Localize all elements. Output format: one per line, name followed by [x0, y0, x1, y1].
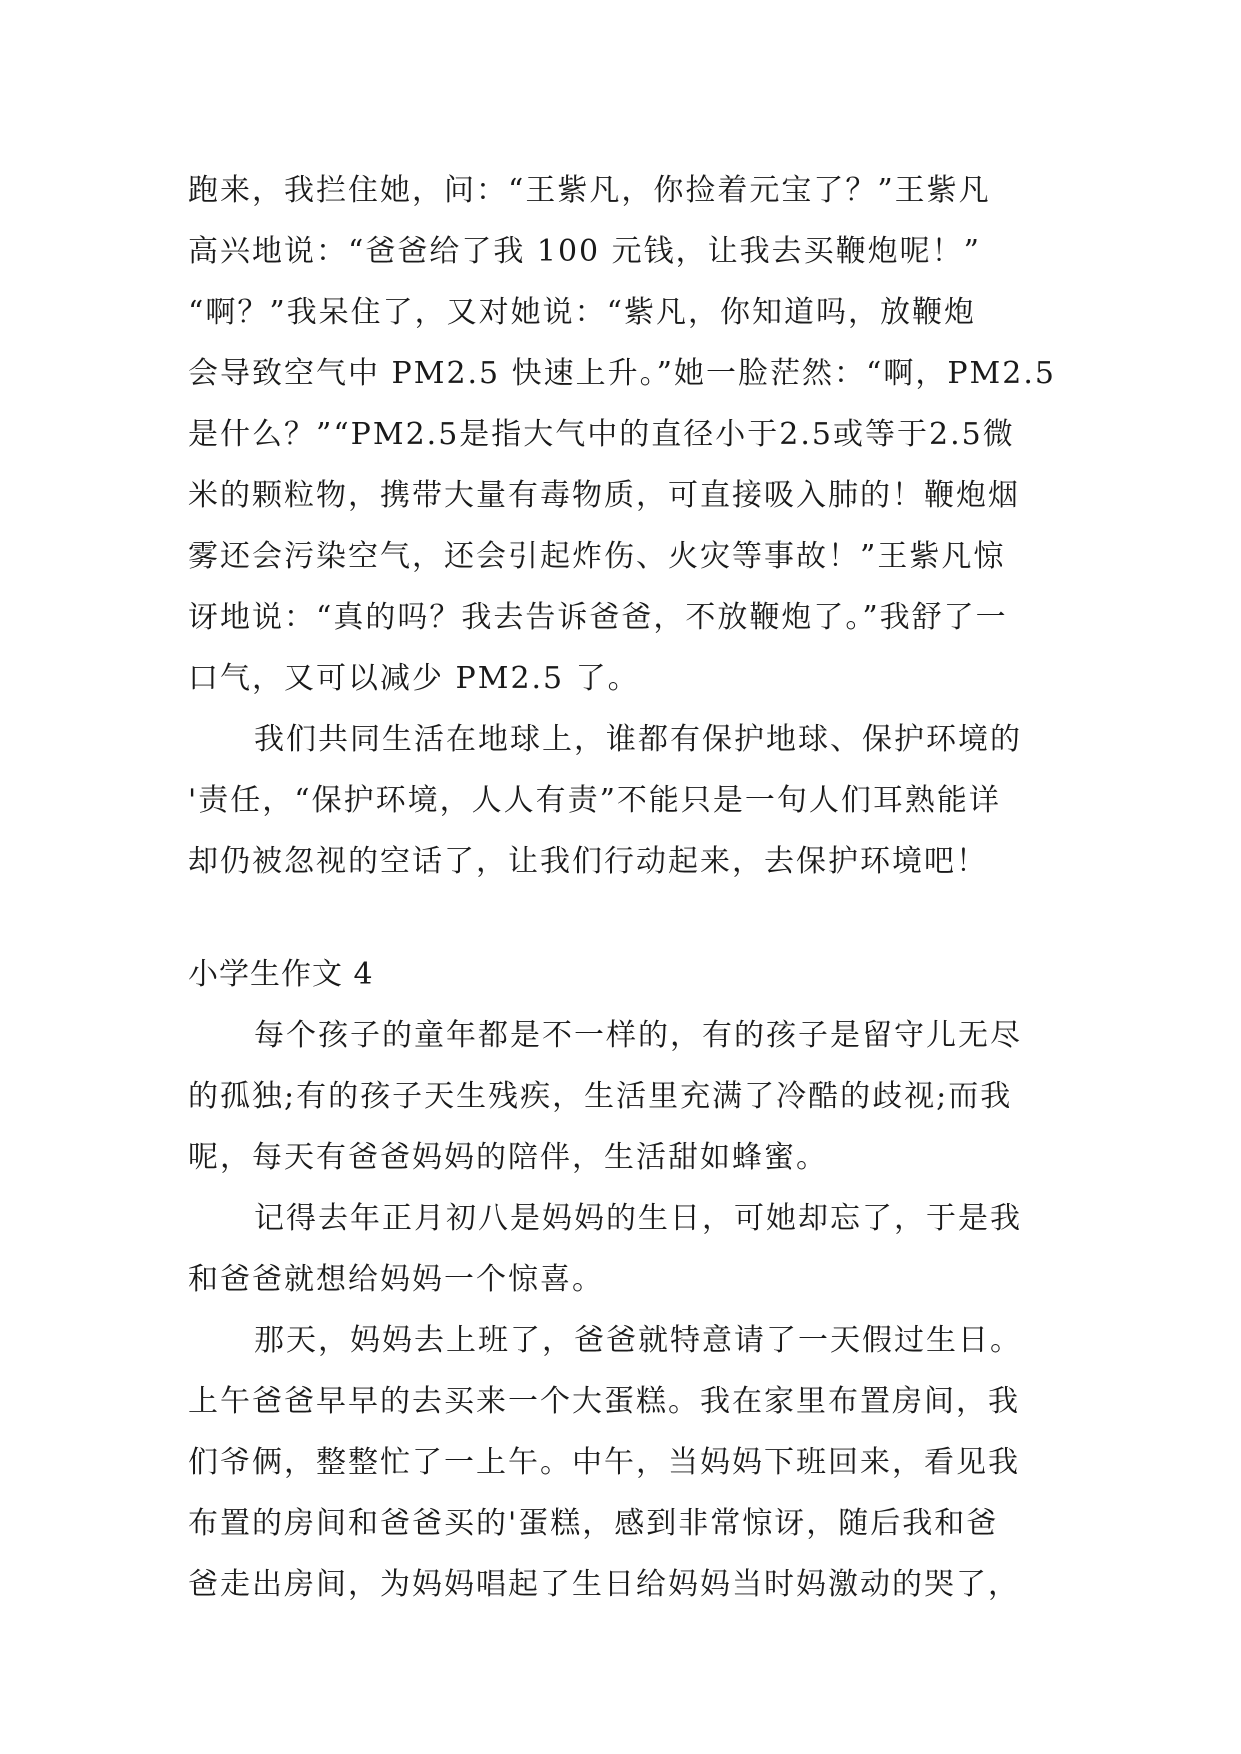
- text-line: 会导致空气中 PM2.5 快速上升。”她一脸茫然：“啊，PM2.5: [188, 356, 1056, 391]
- text-line: '责任，“保护环境，人人有责”不能只是一句人们耳熟能详: [188, 783, 1001, 818]
- section-gap: [188, 892, 1058, 944]
- paragraph: [188, 1005, 1058, 1188]
- text-line: 讶地说：“真的吗？我去告诉爸爸，不放鞭炮了。”我舒了一: [188, 600, 1008, 635]
- text-line: 米的颗粒物，携带大量有毒物质，可直接吸入肺的！鞭炮烟: [188, 478, 1020, 513]
- text-line: 们爷俩，整整忙了一上午。中午，当妈妈下班回来，看见我: [188, 1445, 1020, 1480]
- text-line: 却仍被忽视的空话了，让我们行动起来，去保护环境吧！: [188, 844, 988, 879]
- paragraph: [188, 1310, 1058, 1615]
- text-line: 那天，妈妈去上班了，爸爸就特意请了一天假过生日。: [254, 1323, 1022, 1358]
- text-line: 雾还会污染空气，还会引起炸伤、火灾等事故！”王紫凡惊: [188, 539, 1006, 574]
- text-line: 我们共同生活在地球上，谁都有保护地球、保护环境的: [254, 722, 1022, 757]
- text-line: 高兴地说：“爸爸给了我 100 元钱，让我去买鞭炮呢！”: [188, 234, 982, 269]
- text-line: 上午爸爸早早的去买来一个大蛋糕。我在家里布置房间，我: [188, 1384, 1020, 1419]
- text-line: 的孤独;有的孩子天生残疾，生活里充满了冷酷的歧视;而我: [188, 1079, 1013, 1114]
- text-line: 口气，又可以减少 PM2.5 了。: [188, 661, 640, 696]
- text-line: “啊？”我呆住了，又对她说：“紫凡，你知道吗，放鞭炮: [188, 295, 977, 330]
- section-heading: 小学生作文 4: [188, 957, 374, 992]
- text-line: 呢，每天有爸爸妈妈的陪伴，生活甜如蜂蜜。: [188, 1140, 828, 1175]
- text-line: 记得去年正月初八是妈妈的生日，可她却忘了，于是我: [254, 1201, 1022, 1236]
- text-line: 布置的房间和爸爸买的'蛋糕，感到非常惊讶，随后我和爸: [188, 1506, 999, 1541]
- paragraph: [188, 1188, 1058, 1310]
- paragraph: [188, 160, 1058, 709]
- text-line: 每个孩子的童年都是不一样的，有的孩子是留守儿无尽: [254, 1018, 1022, 1053]
- text-line: 跑来，我拦住她，问：“王紫凡，你捡着元宝了？”王紫凡: [188, 173, 991, 208]
- text-line: 和爸爸就想给妈妈一个惊喜。: [188, 1262, 604, 1297]
- text-line: 是什么？”“PM2.5是指大气中的直径小于2.5或等于2.5微: [188, 417, 1015, 452]
- text-line: 爸走出房间，为妈妈唱起了生日给妈妈当时妈激动的哭了，: [188, 1567, 1020, 1602]
- paragraph: [188, 709, 1058, 892]
- document-body: [188, 160, 1058, 1615]
